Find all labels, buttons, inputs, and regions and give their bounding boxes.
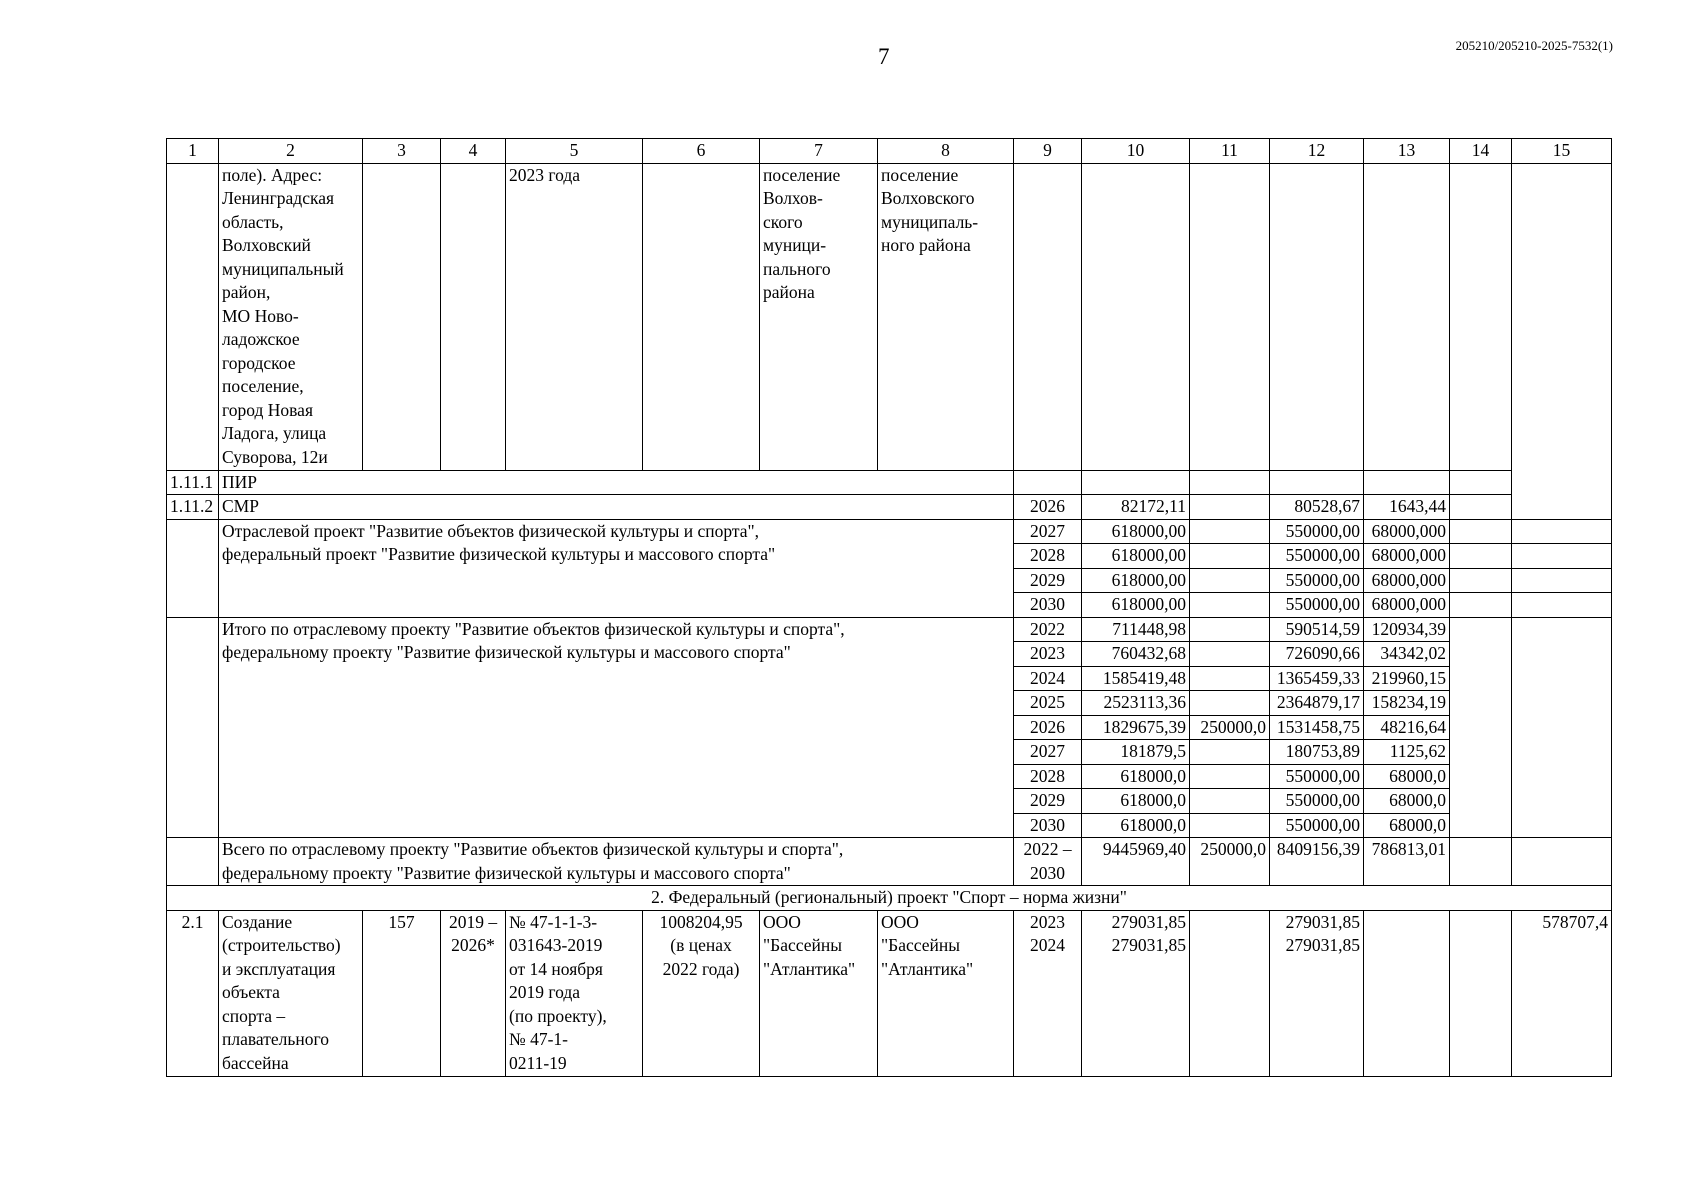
other-cell: [1190, 691, 1270, 716]
itogo-label: Итого по отраслевому проекту "Развитие объектов физической культуры и спорта", федеральному проекту "Развитие физической культуры и массового спорта": [219, 617, 1014, 838]
col-header-3: 3: [363, 139, 441, 164]
federal-cell: 279031,85 279031,85: [1270, 910, 1364, 1076]
total-cell: 618000,00: [1082, 519, 1190, 544]
federal-cell: 8409156,39: [1270, 838, 1364, 886]
regional-cell: 68000,0: [1364, 764, 1450, 789]
developer-cell: ООО "Бассейны "Атлантика": [878, 910, 1014, 1076]
federal-cell: 726090,66: [1270, 642, 1364, 667]
regional-cell: 786813,01: [1364, 838, 1450, 886]
object-row: [167, 910, 1612, 1076]
year-cell: 2028: [1014, 764, 1082, 789]
federal-cell: 180753,89: [1270, 740, 1364, 765]
expertise-date: 2023 года: [506, 163, 643, 470]
year-cell: 2024: [1014, 666, 1082, 691]
total-cell: 711448,98: [1082, 617, 1190, 642]
regional-cell: 48216,64: [1364, 715, 1450, 740]
total-cell: 618000,0: [1082, 764, 1190, 789]
col-header-14: 14: [1450, 139, 1512, 164]
regional-cell: 68000,000: [1364, 568, 1450, 593]
col-header-10: 10: [1082, 139, 1190, 164]
capacity-cell: 157: [363, 910, 441, 1076]
year-cell: 2030: [1014, 593, 1082, 618]
regional-cell: 68000,000: [1364, 519, 1450, 544]
other-cell: [1190, 617, 1270, 642]
row-label: СМР: [219, 495, 1014, 520]
year-cell: 2029: [1014, 789, 1082, 814]
estimated-cost-cell: 1008204,95 (в ценах 2022 года): [643, 910, 760, 1076]
smr-row: [167, 495, 1612, 520]
col-header-15: 15: [1512, 139, 1612, 164]
year-cell: 2028: [1014, 544, 1082, 569]
regional-cell: 158234,19: [1364, 691, 1450, 716]
period-cell: 2019 – 2026*: [441, 910, 506, 1076]
federal-cell: 550000,00: [1270, 764, 1364, 789]
other-cell: [1190, 764, 1270, 789]
total-cell: 1829675,39: [1082, 715, 1190, 740]
year-cell: 2023: [1014, 642, 1082, 667]
vsego-label: Всего по отраслевому проекту "Развитие объектов физической культуры и спорта", федеральному проекту "Развитие физической культуры и массового спорта": [219, 838, 1014, 886]
row-number: 1.11.1: [167, 470, 219, 495]
federal-cell: 1365459,33: [1270, 666, 1364, 691]
other-cell: [1190, 740, 1270, 765]
regional-cell: 219960,15: [1364, 666, 1450, 691]
federal-cell: 550000,00: [1270, 789, 1364, 814]
page-number: 7: [878, 44, 890, 69]
federal-cell: 550000,00: [1270, 813, 1364, 838]
expertise-cell: № 47-1-1-3- 031643-2019 от 14 ноября 2019 года (по проекту), № 47-1- 0211-19: [506, 910, 643, 1076]
col-header-2: 2: [219, 139, 363, 164]
section-title: 2. Федеральный (региональный) проект "Спорт – норма жизни": [167, 886, 1612, 911]
col-header-8: 8: [878, 139, 1014, 164]
col-header-7: 7: [760, 139, 878, 164]
total-cell: 618000,00: [1082, 593, 1190, 618]
year-cell: 2026: [1014, 495, 1082, 520]
col-header-12: 12: [1270, 139, 1364, 164]
federal-cell: 550000,00: [1270, 519, 1364, 544]
regional-cell: 34342,02: [1364, 642, 1450, 667]
federal-cell: 550000,00: [1270, 593, 1364, 618]
row-label: ПИР: [219, 470, 1014, 495]
federal-cell: 590514,59: [1270, 617, 1364, 642]
total-cell: 618000,0: [1082, 813, 1190, 838]
remaining-cost-cell: 578707,4: [1512, 910, 1612, 1076]
column-number-row: [167, 139, 1612, 164]
regional-cell: 68000,000: [1364, 593, 1450, 618]
other-cell: [1190, 666, 1270, 691]
vsego-row: [167, 838, 1612, 886]
col-header-4: 4: [441, 139, 506, 164]
total-cell: 618000,00: [1082, 544, 1190, 569]
total-cell: 181879,5: [1082, 740, 1190, 765]
year-cell: 2025: [1014, 691, 1082, 716]
row-number: 1.11.2: [167, 495, 219, 520]
federal-cell: 550000,00: [1270, 544, 1364, 569]
total-cell: 760432,68: [1082, 642, 1190, 667]
total-cell: 618000,00: [1082, 568, 1190, 593]
total-cell: 82172,11: [1082, 495, 1190, 520]
total-cell: 2523113,36: [1082, 691, 1190, 716]
other-cell: [1190, 642, 1270, 667]
total-cell: 1585419,48: [1082, 666, 1190, 691]
col-header-5: 5: [506, 139, 643, 164]
object-address: поле). Адрес: Ленинградская область, Волховский муниципальный район, МО Ново- ладожское городское поселение, город Новая Ладога, улица Суворова, 12и: [219, 163, 363, 470]
customer-cell: ООО "Бассейны "Атлантика": [760, 910, 878, 1076]
year-cell: 2022: [1014, 617, 1082, 642]
total-cell: 9445969,40: [1082, 838, 1190, 886]
other-cell: 250000,0: [1190, 838, 1270, 886]
federal-cell: 1531458,75: [1270, 715, 1364, 740]
pir-row: [167, 470, 1612, 495]
total-cell: 618000,0: [1082, 789, 1190, 814]
customer-cell: поселение Волхов- ского муници- пального района: [760, 163, 878, 470]
year-cell: 2027: [1014, 740, 1082, 765]
federal-cell: 2364879,17: [1270, 691, 1364, 716]
other-cell: 250000,0: [1190, 715, 1270, 740]
regional-cell: 120934,39: [1364, 617, 1450, 642]
other-cell: [1190, 789, 1270, 814]
developer-cell: поселение Волховского муниципаль- ного района: [878, 163, 1014, 470]
itogo-row: [167, 617, 1612, 642]
year-cell: 2026: [1014, 715, 1082, 740]
period-cell: 2022 – 2030: [1014, 838, 1082, 886]
col-header-1: 1: [167, 139, 219, 164]
col-header-11: 11: [1190, 139, 1270, 164]
year-cell: 2030: [1014, 813, 1082, 838]
federal-cell: 550000,00: [1270, 568, 1364, 593]
regional-cell: 68000,0: [1364, 789, 1450, 814]
continuation-row: [167, 163, 1612, 470]
section-title-row: [167, 886, 1612, 911]
sector-row: [167, 519, 1612, 544]
year-cell: 2029: [1014, 568, 1082, 593]
col-header-13: 13: [1364, 139, 1450, 164]
total-cell: 279031,85 279031,85: [1082, 910, 1190, 1076]
federal-cell: 80528,67: [1270, 495, 1364, 520]
col-header-9: 9: [1014, 139, 1082, 164]
regional-cell: 1125,62: [1364, 740, 1450, 765]
regional-cell: 68000,000: [1364, 544, 1450, 569]
regional-cell: 1643,44: [1364, 495, 1450, 520]
other-cell: [1190, 813, 1270, 838]
row-number: 2.1: [167, 910, 219, 1076]
sector-label: Отраслевой проект "Развитие объектов физической культуры и спорта", федеральный проект "Развитие физической культуры и массового спорта": [219, 519, 1014, 617]
col-header-6: 6: [643, 139, 760, 164]
year-cell: 2027: [1014, 519, 1082, 544]
document-id: 205210/205210-2025-7532(1): [1455, 38, 1613, 53]
object-name: Создание (строительство) и эксплуатация объекта спорта – плавательного бассейна: [219, 910, 363, 1076]
year-cell: 2023 2024: [1014, 910, 1082, 1076]
budget-table: [166, 138, 1612, 1077]
regional-cell: 68000,0: [1364, 813, 1450, 838]
